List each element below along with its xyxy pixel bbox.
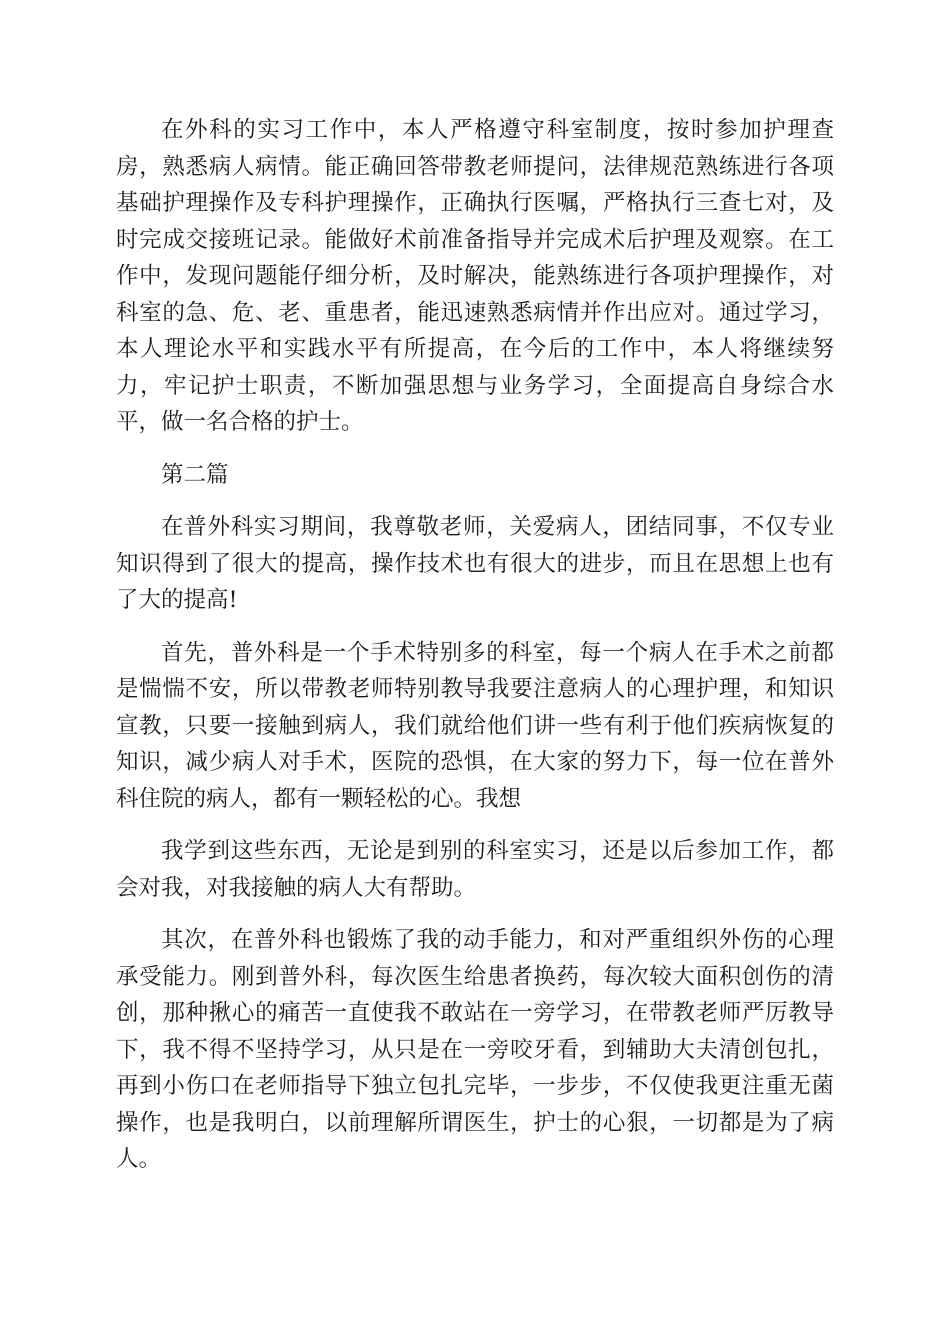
paragraph-surgery-summary: 在外科的实习工作中，本人严格遵守科室制度，按时参加护理查房，熟悉病人病情。能正确回答带教老师提问，法律规范熟练进行各项基础护理操作及专科护理操作，正确执行医嘱，严格执行三查七对，及时完成交接班记录。能做好术前准备指导并完成术后护理及观察。在工作中，发现问题能仔细分析，及时解决，能熟练进行各项护理操作，对科室的急、危、老、重患者，能迅速熟悉病情并作出应对。通过学习，本人理论水平和实践水平有所提高，在今后的工作中，本人将继续努力，牢记护士职责，不断加强思想与业务学习，全面提高自身综合水平，做一名合格的护士。 bbox=[116, 117, 834, 435]
paragraph-first-point: 首先，普外科是一个手术特别多的科室，每一个病人在手术之前都是惴惴不安，所以带教老师特别教导我要注意病人的心理护理，和知识宣教，只要一接触到病人，我们就给他们讲一些有利于他们疾病恢复的知识，减少病人对手术，医院的恐惧，在大家的努力下，每一位在普外科住院的病人，都有一颗轻松的心。我想 bbox=[116, 639, 834, 812]
section-heading-part-two: 第二篇 bbox=[161, 461, 229, 488]
document-body bbox=[116, 112, 834, 1194]
paragraph-learning-benefit: 我学到这些东西，无论是到别的科室实习，还是以后参加工作，都会对我，对我接触的病人大有帮助。 bbox=[116, 838, 834, 901]
paragraph-general-surgery-intro: 在普外科实习期间，我尊敬老师，关爱病人，团结同事，不仅专业知识得到了很大的提高，操作技术也有很大的进步，而且在思想上也有了大的提高! bbox=[116, 514, 834, 613]
paragraph-second-point: 其次，在普外科也锻炼了我的动手能力，和对严重组织外伤的心理承受能力。刚到普外科，每次医生给患者换药，每次较大面积创伤的清创，那种揪心的痛苦一直使我不敢站在一旁学习，在带教老师严厉教导下，我不得不坚持学习，从只是在一旁咬牙看，到辅助大夫清创包扎，再到小伤口在老师指导下独立包扎完毕，一步步，不仅使我更注重无菌操作，也是我明白，以前理解所谓医生，护士的心狠，一切都是为了病人。 bbox=[116, 927, 834, 1172]
